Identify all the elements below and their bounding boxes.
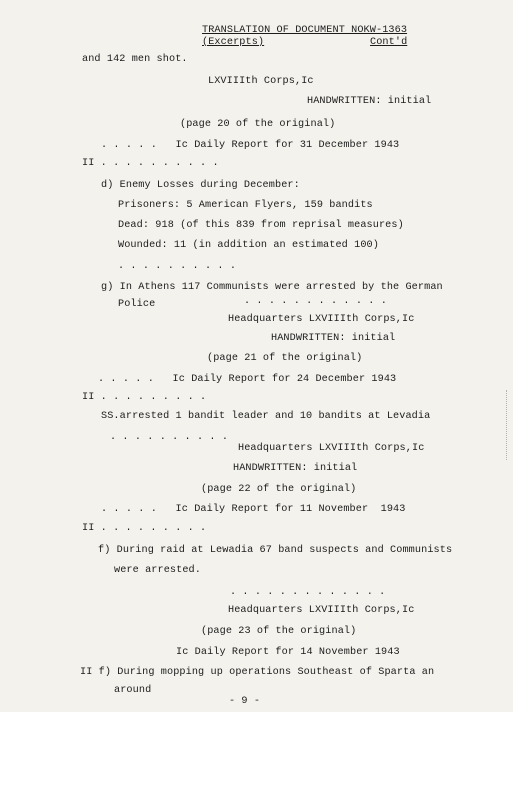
scan-edge-mark [503,390,507,460]
section-marker: II . . . . . . . . . [82,392,207,403]
text-line: Police [118,299,156,310]
text-line: were arrested. [114,565,201,576]
page-reference: (page 22 of the original) [201,484,357,495]
section-marker: II . . . . . . . . . . [82,158,219,169]
report-heading: . . . . . Ic Daily Report for 31 December 1943 [101,140,400,151]
text-line: Prisoners: 5 American Flyers, 159 bandits [118,200,373,211]
dotted-separator: . . . . . . . . . . [118,261,237,272]
handwritten-note: HANDWRITTEN: initial [233,463,358,474]
text-line: Dead: 918 (of this 839 from reprisal measures) [118,220,404,231]
report-heading: . . . . . Ic Daily Report for 11 November 1943 [101,504,406,515]
dotted-separator: . . . . . . . . . . [110,432,229,443]
text-line: Wounded: 11 (in addition an estimated 100) [118,240,379,251]
handwritten-note: HANDWRITTEN: initial [271,333,396,344]
item-heading: d) Enemy Losses during December: [101,180,300,191]
unit-line: Headquarters LXVIIIth Corps,Ic [228,314,415,325]
report-heading: Ic Daily Report for 14 November 1943 [176,647,400,658]
excerpts-label: (Excerpts) [202,37,265,48]
document-title: TRANSLATION OF DOCUMENT NOKW-1363 [202,25,408,36]
text-line: and 142 men shot. [82,54,188,65]
blank-margin [0,712,513,800]
item-heading: g) In Athens 117 Communists were arrested by the German [101,282,443,293]
text-line: SS.arrested 1 bandit leader and 10 bandits at Levadia [101,411,431,422]
report-heading: . . . . . Ic Daily Report for 24 December 1943 [98,374,397,385]
page-reference: (page 23 of the original) [201,626,357,637]
page-reference: (page 21 of the original) [207,353,363,364]
contd-label: Cont'd [370,37,408,48]
item-heading: II f) During mopping up operations Southeast of Sparta an [80,667,435,678]
handwritten-note: HANDWRITTEN: initial [307,96,432,107]
dotted-separator: . . . . . . . . . . . . [244,296,387,307]
section-marker: II . . . . . . . . . [82,523,207,534]
text-line: around [114,685,152,696]
dotted-separator: . . . . . . . . . . . . . [230,587,386,598]
unit-line: Headquarters LXVIIIth Corps,Ic [238,443,425,454]
unit-line: LXVIIIth Corps,Ic [208,76,314,87]
page-number: - 9 - [229,696,261,707]
page-reference: (page 20 of the original) [180,119,336,130]
item-heading: f) During raid at Lewadia 67 band suspects and Communists [98,545,453,556]
unit-line: Headquarters LXVIIIth Corps,Ic [228,605,415,616]
